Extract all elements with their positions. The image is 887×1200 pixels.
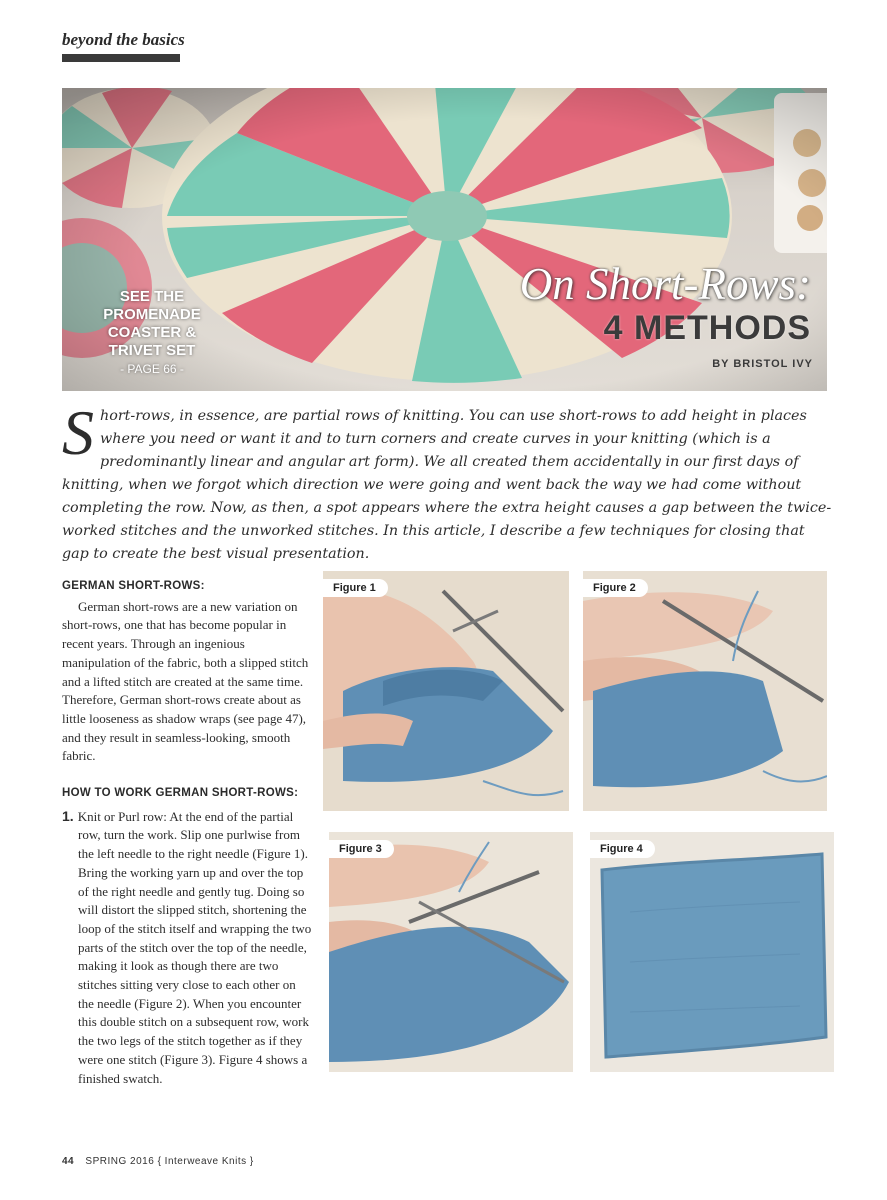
figure-3-photo [329,832,573,1072]
figure-label: Figure 1 [323,579,388,597]
section-divider-bar [62,54,180,62]
page-footer [62,1156,254,1167]
section-label: beyond the basics [62,30,185,49]
step-item [62,807,312,1089]
figure-label: Figure 4 [590,840,655,858]
promo-line: PROMENADE [103,306,201,323]
body-column [62,577,312,1088]
article-title [520,260,811,348]
article-title-line2: 4 METHODS [603,309,811,347]
hero-photo [62,88,827,391]
author-byline: BY BRISTOL IVY [712,358,813,370]
intro-text: hort-rows, in essence, are partial rows of knitting. You can use short-rows to add height in places where you need or want it and to turn corners and create curves in your knitting (which is a predominantly linear and angular art form). We all created them accidentally in our first days of knitting, when we forgot which direction we were going and went back the way we had come without completing the row. Now, as then, a spot appears where the extra height causes a gap between the twice-worked stitches and the unworked stitches. In this article, I describe a few techniques for closing that gap to create the best visual presentation. [62,408,832,562]
knitting-needles-illustration [329,832,573,1072]
figure-label: Figure 3 [329,840,394,858]
howto-heading: HOW TO WORK GERMAN SHORT-ROWS: [62,787,299,800]
drop-cap: S [62,397,94,468]
knitting-needles-illustration [323,571,569,811]
issue-date: SPRING 2016 [85,1156,155,1167]
promo-line: TRIVET SET [108,342,196,359]
figure-1-photo [323,571,569,811]
knitting-needles-illustration [583,571,827,811]
finished-swatch-illustration [590,832,834,1072]
promo-line: COASTER & [107,324,197,341]
page-number: 44 [62,1156,75,1167]
promo-line: SEE THE [119,288,185,305]
figure-2-photo [583,571,827,811]
german-heading: GERMAN SHORT-ROWS: [62,580,205,592]
promo-callout [82,288,222,376]
figure-label: Figure 2 [583,579,648,597]
article-title-line1: On Short-Rows: [519,259,811,309]
step-text: Knit or Purl row: At the end of the partial row, turn the work. Slip one purlwise from the left needle to the right needle (Figure 1). Bring the working yarn up and over the top of the right needle and gently tug. Doing so will distort the slipped stitch, shortening the loop of the stitch itself and wrapping the two parts of the stitch over the top of the needle, making it look as though there are two stitches sitting very close to each other on the needle (Figure 2). When you encounter this double stitch on a subsequent row, work the two legs of the stitch together as if they were one stitch (Figure 3). Figure 4 shows a finished swatch. [77,808,312,1086]
german-body: German short-rows are a new variation on short-rows, one that has become popular in recent years. Through an ingenious manipulation of the fabric, both a slipped stitch and a lifted stitch are created at the same time. Therefore, German short-rows create about as little looseness as shadow wraps (see page 47), and they result in seamless-looking, smooth fabric. [62,598,309,764]
magazine-name: { Interweave Knits } [157,1156,254,1167]
figure-4-photo [590,832,834,1072]
promo-page-reference[interactable]: - PAGE 66 - [120,362,184,376]
intro-paragraph [62,397,832,566]
step-number: 1. [62,807,74,824]
